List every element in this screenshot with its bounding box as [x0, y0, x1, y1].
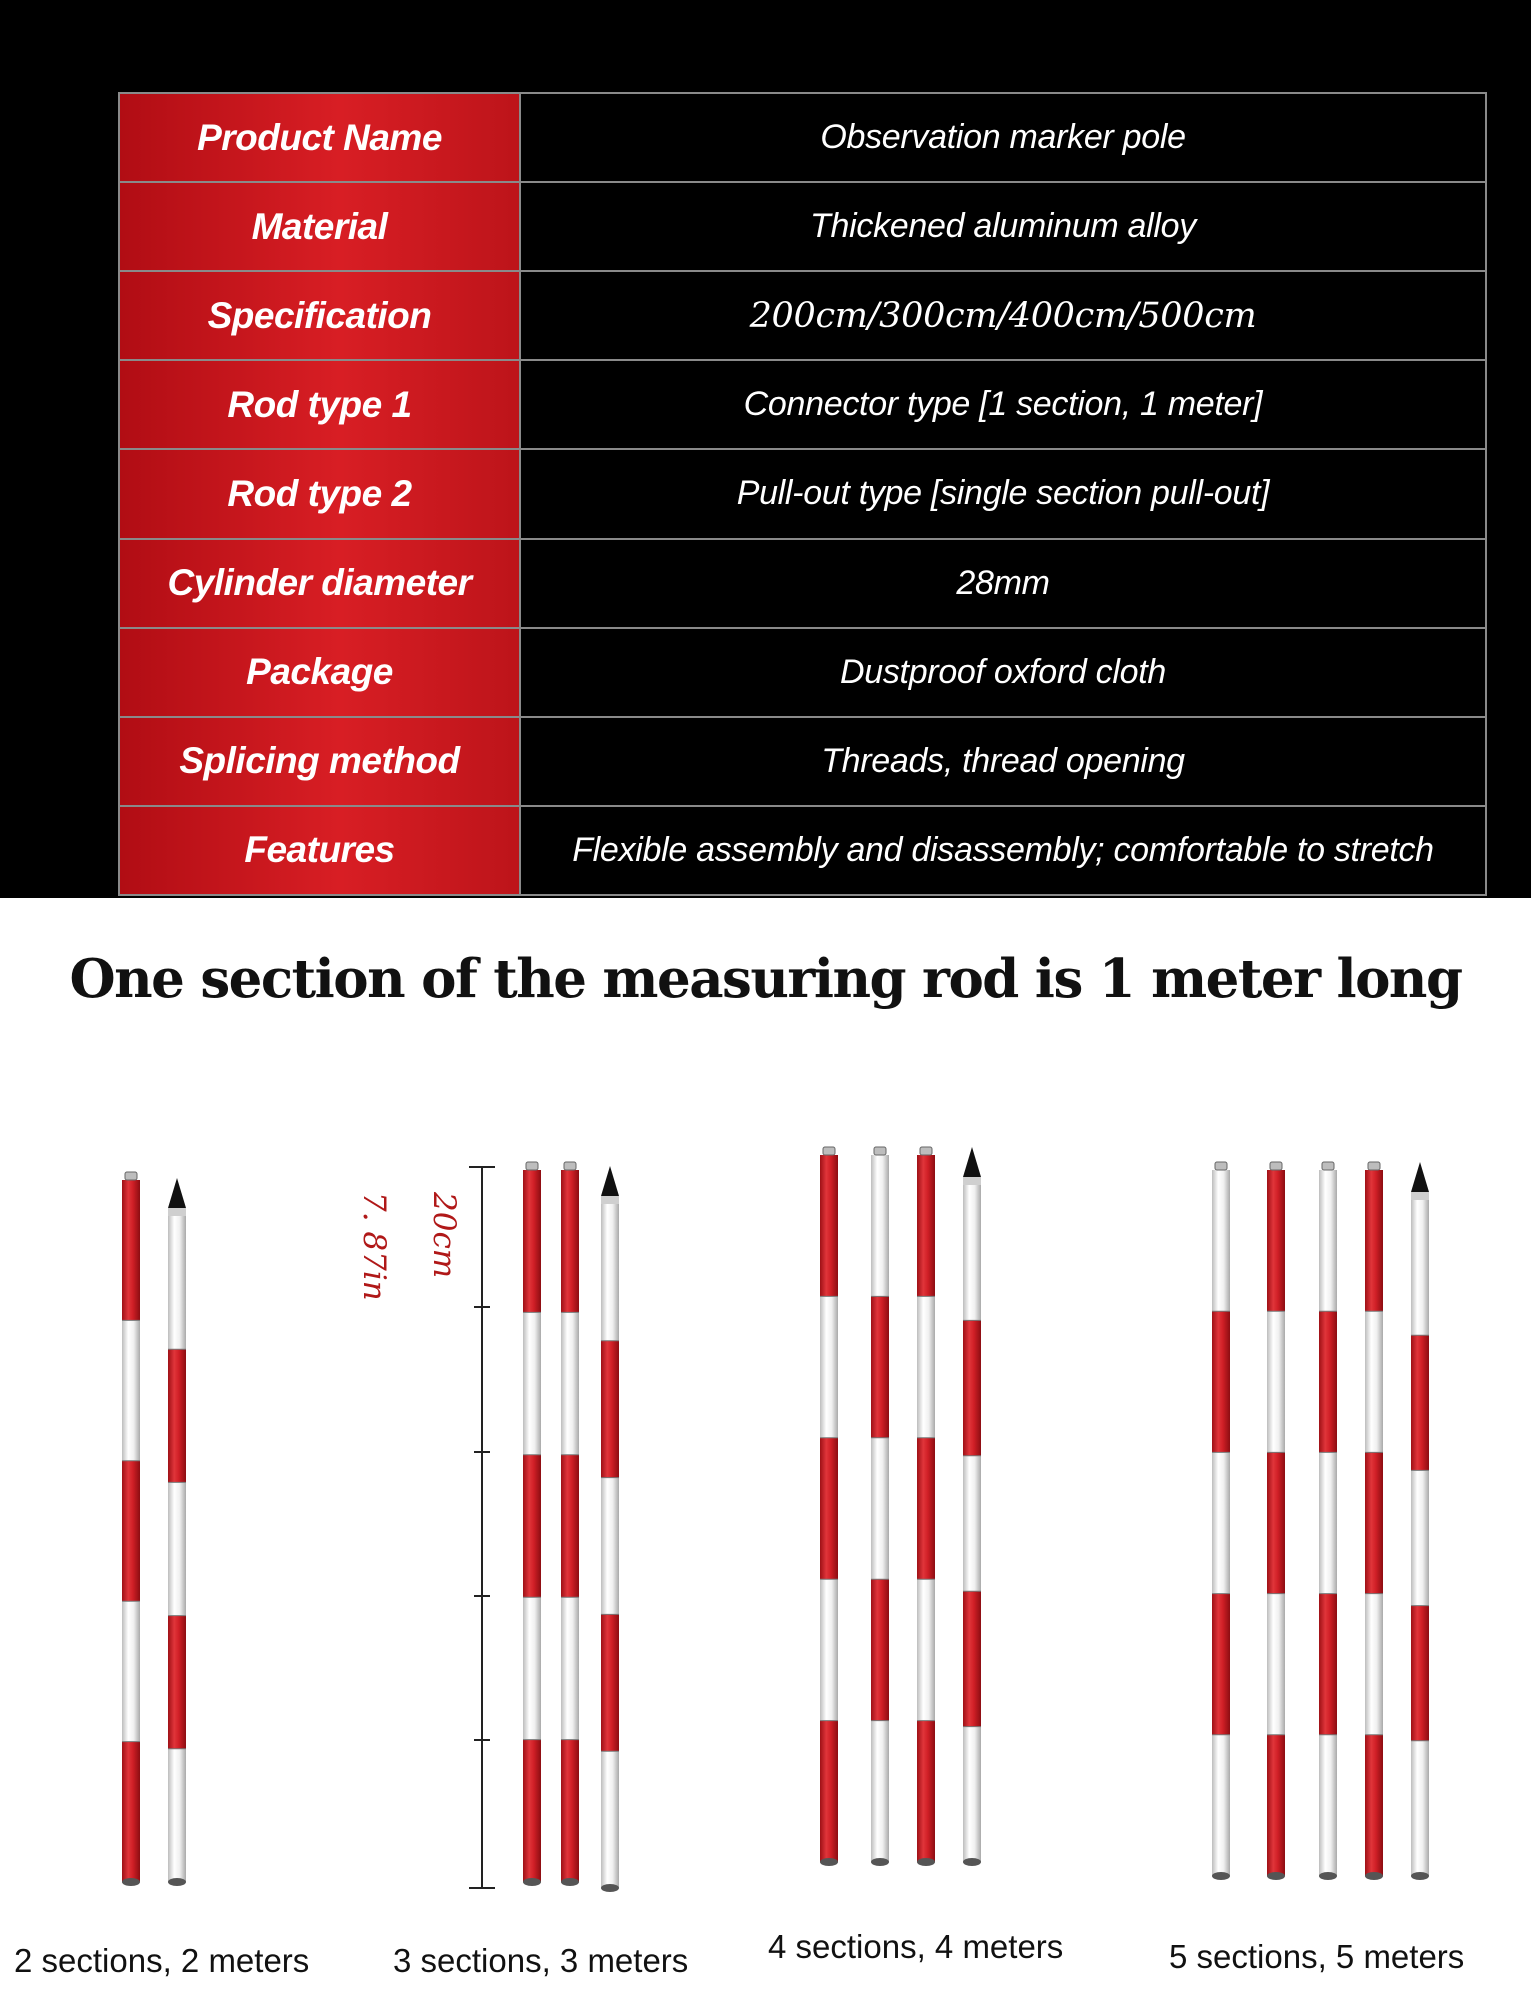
spec-value: Dustproof oxford cloth	[520, 628, 1486, 717]
pole-stripe-red	[122, 1461, 140, 1602]
spec-label: Rod type 1	[119, 360, 520, 449]
pole-stripe-red	[1365, 1735, 1383, 1877]
pole-foot	[1267, 1872, 1285, 1880]
pole-stripe-white	[871, 1721, 889, 1863]
pole-stripe-white	[917, 1296, 935, 1438]
pole-stripe-red	[917, 1721, 935, 1863]
spec-value: Pull-out type [single section pull-out]	[520, 449, 1486, 538]
pole-thread-cap	[564, 1162, 576, 1170]
pole-stripe-white	[963, 1456, 981, 1592]
marker-pole	[523, 1162, 541, 1886]
marker-pole	[963, 1147, 981, 1866]
pole-stripe-white	[1411, 1200, 1429, 1336]
spec-label: Material	[119, 182, 520, 271]
pole-stripe-red	[871, 1579, 889, 1721]
pole-thread-cap	[1322, 1162, 1334, 1170]
pole-tip-icon	[168, 1178, 186, 1208]
pole-foot	[1319, 1872, 1337, 1880]
pole-stripe-white	[1411, 1470, 1429, 1606]
pole-stripe-red	[168, 1616, 186, 1750]
marker-pole	[561, 1162, 579, 1886]
pole-foot	[601, 1884, 619, 1892]
pole-thread-cap	[1270, 1162, 1282, 1170]
pole-thread-cap	[1215, 1162, 1227, 1170]
pole-foot	[1212, 1872, 1230, 1880]
pole-stripe-red	[122, 1742, 140, 1883]
caption-5-sections: 5 sections, 5 meters	[1169, 1938, 1465, 1975]
pole-thread-cap	[874, 1147, 886, 1155]
pole-stripe-red	[820, 1721, 838, 1863]
caption-2-sections: 2 sections, 2 meters	[14, 1942, 310, 1979]
pole-foot	[917, 1858, 935, 1866]
marker-pole	[601, 1166, 619, 1892]
pole-foot	[820, 1858, 838, 1866]
pole-stripe-red	[1212, 1594, 1230, 1736]
spec-value: Thickened aluminum alloy	[520, 182, 1486, 271]
pole-stripe-white	[1319, 1452, 1337, 1594]
pole-stripe-red	[1411, 1335, 1429, 1471]
pole-stripe-red	[820, 1438, 838, 1580]
pole-stripe-red	[820, 1155, 838, 1297]
pole-stripe-red	[1267, 1735, 1285, 1877]
marker-pole	[122, 1172, 140, 1886]
dimension-label-metric: 20cm	[426, 1192, 462, 1279]
marker-pole	[1212, 1162, 1230, 1880]
marker-pole	[871, 1147, 889, 1866]
pole-stripe-white	[561, 1312, 579, 1455]
pole-stripe-red	[871, 1296, 889, 1438]
pole-stripe-red	[963, 1320, 981, 1456]
pole-stripe-white	[871, 1438, 889, 1580]
pole-tip-icon	[601, 1166, 619, 1196]
spec-label: Specification	[119, 271, 520, 360]
pole-stripe-red	[917, 1438, 935, 1580]
pole-stripe-white	[917, 1579, 935, 1721]
pole-collar	[963, 1177, 981, 1185]
pole-stripe-white	[963, 1727, 981, 1863]
spec-value: Connector type [1 section, 1 meter]	[520, 360, 1486, 449]
pole-stripe-red	[523, 1740, 541, 1883]
pole-stripe-white	[963, 1185, 981, 1321]
marker-pole	[1365, 1162, 1383, 1880]
spec-value: 200cm/300cm/400cm/500cm	[520, 271, 1486, 360]
marker-pole	[917, 1147, 935, 1866]
pole-stripe-red	[561, 1170, 579, 1313]
pole-stripe-white	[820, 1579, 838, 1721]
pole-stripe-red	[561, 1455, 579, 1598]
spec-label: Package	[119, 628, 520, 717]
pole-stripe-white	[1212, 1735, 1230, 1877]
pole-stripe-red	[1411, 1606, 1429, 1742]
spec-label: Features	[119, 806, 520, 895]
pole-stripe-white	[1267, 1311, 1285, 1453]
pole-stripe-red	[523, 1455, 541, 1598]
pole-stripe-red	[1365, 1452, 1383, 1594]
pole-stripe-white	[1212, 1452, 1230, 1594]
pole-stripe-white	[601, 1751, 619, 1888]
pole-thread-cap	[1368, 1162, 1380, 1170]
pole-stripe-red	[561, 1740, 579, 1883]
marker-pole	[820, 1147, 838, 1866]
pole-stripe-white	[601, 1478, 619, 1615]
pole-foot	[168, 1878, 186, 1886]
pole-stripe-white	[523, 1597, 541, 1740]
pole-stripe-red	[1267, 1452, 1285, 1594]
spec-value: 28mm	[520, 539, 1486, 628]
spec-value: Threads, thread opening	[520, 717, 1486, 806]
pole-stripe-white	[122, 1601, 140, 1742]
pole-thread-cap	[823, 1147, 835, 1155]
pole-stripe-white	[122, 1320, 140, 1461]
pole-stripe-red	[963, 1591, 981, 1727]
caption-3-sections: 3 sections, 3 meters	[393, 1942, 689, 1979]
pole-stripe-red	[168, 1349, 186, 1483]
pole-stripe-white	[168, 1482, 186, 1616]
pole-stripe-white	[561, 1597, 579, 1740]
pole-stripe-red	[1365, 1170, 1383, 1312]
pole-stripe-white	[1267, 1594, 1285, 1736]
pole-collar	[601, 1196, 619, 1204]
pole-stripe-white	[871, 1155, 889, 1297]
pole-stripe-white	[1319, 1735, 1337, 1877]
pole-collar	[168, 1208, 186, 1216]
pole-stripe-red	[122, 1180, 140, 1321]
pole-stripe-white	[523, 1312, 541, 1455]
pole-stripe-white	[820, 1296, 838, 1438]
pole-thread-cap	[125, 1172, 137, 1180]
pole-tip-icon	[1411, 1162, 1429, 1192]
pole-tip-icon	[963, 1147, 981, 1177]
marker-pole	[1411, 1162, 1429, 1880]
pole-foot	[1411, 1872, 1429, 1880]
marker-pole	[168, 1178, 186, 1886]
pole-foot	[523, 1878, 541, 1886]
spec-label: Splicing method	[119, 717, 520, 806]
pole-thread-cap	[526, 1162, 538, 1170]
pole-stripe-white	[1365, 1594, 1383, 1736]
spec-label: Product Name	[119, 93, 520, 182]
marker-pole	[1319, 1162, 1337, 1880]
pole-foot	[122, 1878, 140, 1886]
pole-foot	[1365, 1872, 1383, 1880]
pole-stripe-white	[168, 1749, 186, 1883]
pole-stripe-red	[601, 1614, 619, 1751]
pole-foot	[871, 1858, 889, 1866]
caption-4-sections: 4 sections, 4 meters	[768, 1928, 1064, 1965]
spec-label: Rod type 2	[119, 449, 520, 538]
pole-stripe-white	[1411, 1741, 1429, 1877]
pole-thread-cap	[920, 1147, 932, 1155]
pole-stripe-red	[1267, 1170, 1285, 1312]
pole-stripe-red	[1319, 1311, 1337, 1453]
pole-stripe-red	[1319, 1594, 1337, 1736]
pole-stripe-red	[601, 1341, 619, 1478]
pole-collar	[1411, 1192, 1429, 1200]
pole-stripe-red	[1212, 1311, 1230, 1453]
section-headline: One section of the measuring rod is 1 meter long	[69, 948, 1462, 1010]
pole-stripe-white	[1319, 1170, 1337, 1312]
pole-stripe-red	[523, 1170, 541, 1313]
pole-stripe-white	[1212, 1170, 1230, 1312]
pole-foot	[963, 1858, 981, 1866]
spec-value: Observation marker pole	[520, 93, 1486, 182]
spec-label: Cylinder diameter	[119, 539, 520, 628]
pole-stripe-red	[917, 1155, 935, 1297]
dimension-ruler	[469, 1167, 495, 1888]
spec-value: Flexible assembly and disassembly; comfortable to stretch	[520, 806, 1486, 895]
pole-stripe-white	[1365, 1311, 1383, 1453]
marker-pole	[1267, 1162, 1285, 1880]
pole-stripe-white	[601, 1204, 619, 1341]
pole-stripe-white	[168, 1216, 186, 1350]
dimension-label-imperial: 7. 87in	[356, 1192, 392, 1301]
pole-foot	[561, 1878, 579, 1886]
